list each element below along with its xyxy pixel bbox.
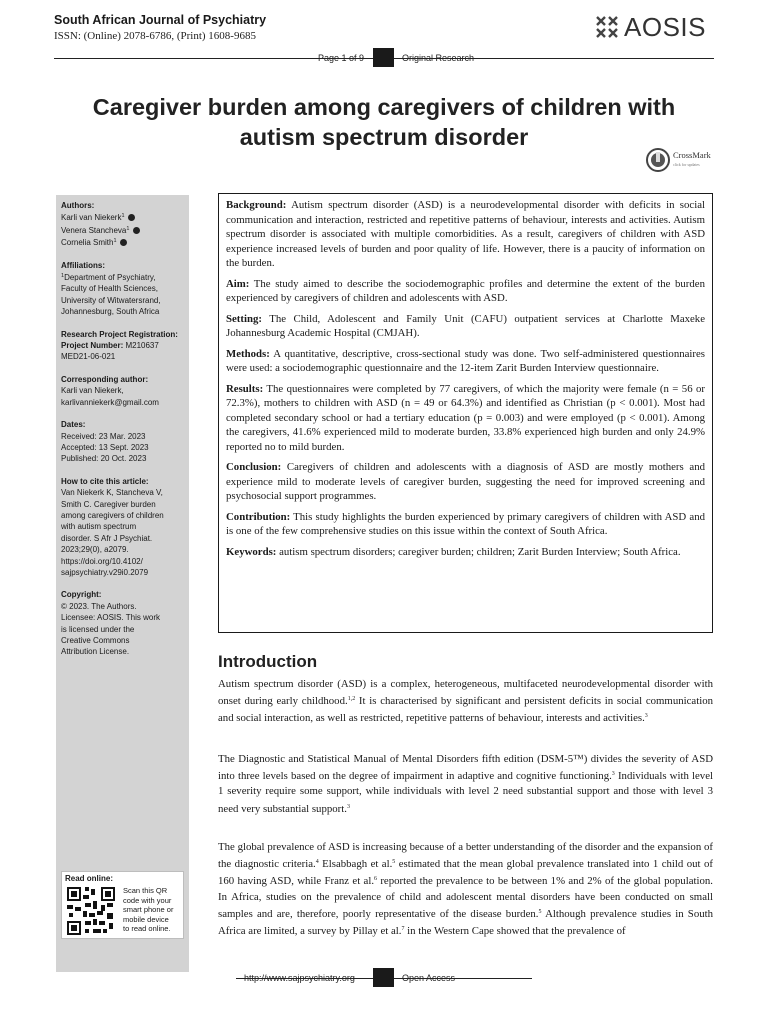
article-title xyxy=(54,92,714,152)
doi-link[interactable]: sajpsychiatry.v29i0.2079 xyxy=(61,567,149,577)
med-number: MED21-06-021 xyxy=(61,352,116,362)
section-heading-introduction: Introduction xyxy=(218,652,318,671)
citation-line: disorder. S Afr J Psychiat. xyxy=(61,533,153,543)
author-item: Cornelia Smith$^1$ xyxy=(61,236,185,248)
abstract-setting: Setting: The Child, Adolescent and Family Unit (CAFU) outpatient services at Charlotte Maxeke Johannesburg Academic Hospital (CMJAH). xyxy=(226,312,705,339)
crossmark-sublabel: click for updates xyxy=(673,162,700,167)
page-number: Page 1 of 9 xyxy=(318,53,365,63)
journal-name: South African Journal of Psychiatry xyxy=(54,13,267,27)
copyright-line: Creative Commons xyxy=(61,636,130,645)
copyright-line: is licensed under the xyxy=(61,624,135,634)
copyright-line: © 2023. The Authors. xyxy=(61,601,137,611)
intro-paragraph: Autism spectrum disorder (ASD) is a complex, heterogeneous, multifaceted neurodevelopmental disorder with onset during early childhood.$^{1,2}$ It is characterised by significant and persistent deficits in social communication and social interaction, as well as restricted, repetitive patterns of behaviour, interests and activities.$^3$ xyxy=(218,678,713,725)
intro-paragraph: The Diagnostic and Statistical Manual of Mental Disorders fifth edition (DSM-5™) divides the severity of ASD into three levels based on the degree of impairment in adaptive and cognitive functioning.$^3$ Individuals with level 1 severity require some support, while individuals with level 2 need substantial support and those with level 3 need very substantial support.$^3$ xyxy=(218,753,713,815)
abstract-conclusion: Conclusion: Caregivers of children and adolescents with a diagnosis of ASD are mostly mothers and experience mild to moderate levels of caregiver burden, suggesting the need for improved screening and psychosocial support programmes. xyxy=(226,461,705,502)
project-number: Project Number: M210637 xyxy=(61,341,159,351)
affiliation-line: University of Witwatersrand, xyxy=(61,295,161,305)
aosis-logo-icon xyxy=(594,14,620,40)
reference-link[interactable]: 3 xyxy=(346,803,350,810)
publisher-logo[interactable] xyxy=(594,14,706,40)
reference-link[interactable]: 6 xyxy=(374,876,378,883)
corresponding-email[interactable]: karlivanniekerk@gmail.com xyxy=(61,397,159,407)
abstract-methods: Methods: A quantitative, descriptive, cross-sectional study was done. Two self-administered questionnaires were used: a sociodemographic questionnaire and the 12-item Zarit Burden Interview questionnaire. xyxy=(226,347,705,374)
citation-line: with autism spectrum xyxy=(61,522,137,532)
read-online-label: Read online: xyxy=(65,874,114,883)
reference-link[interactable]: 3 xyxy=(611,771,615,778)
orcid-icon[interactable] xyxy=(128,214,135,221)
corresponding-heading: Corresponding author: xyxy=(61,374,149,384)
article-info-sidebar xyxy=(56,195,189,972)
abstract-results: Results: The questionnaires were completed by 77 caregivers, of which the majority were female (n = 56 or 72.3%), mothers to children with ASD (n = 49 or 64.3%) and identified as Christian (p < 0.001). Most had completed secondary school or had a tertiary education (p = 0.003) and were employed (p < 0.001). Among the caregivers, 41.6% experienced mild to moderate burden, 33.8% experienced high burden and only 24.9% reported no to mild burden. xyxy=(226,382,705,453)
citation-line: among caregivers of children xyxy=(61,510,164,520)
crossmark-label: CrossMark click for updates xyxy=(673,150,711,167)
reference-link[interactable]: 4 xyxy=(315,859,319,866)
author-item: Venera Stancheva$^1$ xyxy=(61,224,185,236)
affiliation-line: Faculty of Health Sciences, xyxy=(61,284,158,294)
orcid-icon[interactable] xyxy=(133,227,140,234)
date-accepted: Accepted: 13 Sept. 2023 xyxy=(61,442,149,452)
qr-instructions: Scan this QR code with your smart phone or mobile device to read online. xyxy=(123,886,174,933)
title-line: Caregiver burden among caregivers of children with xyxy=(92,94,676,120)
reference-link[interactable]: 3 xyxy=(644,713,648,720)
authors-heading: Authors: xyxy=(61,201,95,210)
affiliations-heading: Affiliations: xyxy=(61,260,105,270)
doi-link[interactable]: https://doi.org/10.4102/ xyxy=(61,556,143,566)
date-published: Published: 20 Oct. 2023 xyxy=(61,454,147,464)
publisher-name: AOSIS xyxy=(624,12,706,42)
abstract-aim: Aim: The study aimed to describe the sociodemographic profiles and determine the extent of the burden experienced by caregivers of children and adolescents with ASD. xyxy=(226,277,705,304)
footer-block xyxy=(373,968,394,987)
affiliation-line: Johannesburg, South Africa xyxy=(61,307,160,317)
author-item: Karli van Niekerk$^1$ xyxy=(61,211,185,223)
corresponding-name: Karli van Niekerk, xyxy=(61,386,124,396)
cite-heading: How to cite this article: xyxy=(61,476,149,486)
article-type: Original Research xyxy=(402,53,475,63)
abstract-keywords: Keywords: autism spectrum disorders; caregiver burden; children; Zarit Burden Interview; South Africa. xyxy=(226,545,681,558)
citation-line: Van Niekerk K, Stancheva V, xyxy=(61,488,163,498)
abstract-background: Background: Autism spectrum disorder (ASD) is a neurodevelopmental disorder with deficits in social communication and interaction, restricted and repetitive patterns of behaviour, interests and activities. Autism spectrum disorder is associated with multiple comorbidities. As a result, caregivers of children with ASD experience increased levels of burden and poor quality of life. However, there is a paucity of information on the burden. xyxy=(226,199,705,269)
affiliation-line: $^1$Department of Psychiatry, xyxy=(61,273,156,283)
intro-paragraph: The global prevalence of ASD is increasing because of a better understanding of the disorder and the expansion of the diagnostic criteria.$^4$ Elsabbagh et al.$^5$ estimated that the mean global prevalence translated into 1 child out of 160 having ASD, while Franz et al.$^6$ reported the prevalence to be between 1% and 2% of the global population. In Africa, studies on the prevalence of child and adolescent mental disorders have been conducted on small samples and are, therefore, poorly representative of the disease burden.$^5$ Although prevalence studies in South Africa are limited, a survey by Pillay et al.$^7$ in the Western Cape showed that the prevalence of xyxy=(218,841,714,938)
abstract-box xyxy=(218,193,713,633)
citation-line: 2023;29(0), a2079. xyxy=(61,545,129,555)
registration-heading: Research Project Registration: xyxy=(61,329,178,339)
crossmark-badge[interactable] xyxy=(646,148,711,172)
copyright-line: Attribution License. xyxy=(61,647,130,657)
open-access-label: Open Access xyxy=(402,973,456,983)
qr-code-icon[interactable] xyxy=(67,887,115,935)
dates-heading: Dates: xyxy=(61,420,86,430)
read-online-box xyxy=(61,871,184,939)
journal-url-link[interactable]: http://www.sajpsychiatry.org xyxy=(244,973,355,983)
title-line: autism spectrum disorder xyxy=(239,124,529,150)
reference-link[interactable]: 5 xyxy=(538,908,542,915)
citation-line: Smith C. Caregiver burden xyxy=(61,499,156,509)
crossmark-icon xyxy=(646,148,670,172)
reference-link[interactable]: 5 xyxy=(392,859,396,866)
copyright-line: Licensee: AOSIS. This work xyxy=(61,613,161,623)
reference-link[interactable]: 1,2 xyxy=(347,696,356,703)
reference-link[interactable]: 7 xyxy=(401,926,405,933)
copyright-heading: Copyright: xyxy=(61,590,102,600)
date-received: Received: 23 Mar. 2023 xyxy=(61,431,146,441)
header-block xyxy=(373,48,394,67)
issn: ISSN: (Online) 2078-6786, (Print) 1608-9685 xyxy=(54,30,256,42)
abstract-contribution: Contribution: This study highlights the burden experienced by primary caregivers of children with ASD and is one of the few comprehensive studies on this issue within the context of South Africa. xyxy=(226,510,705,537)
orcid-icon[interactable] xyxy=(120,239,127,246)
